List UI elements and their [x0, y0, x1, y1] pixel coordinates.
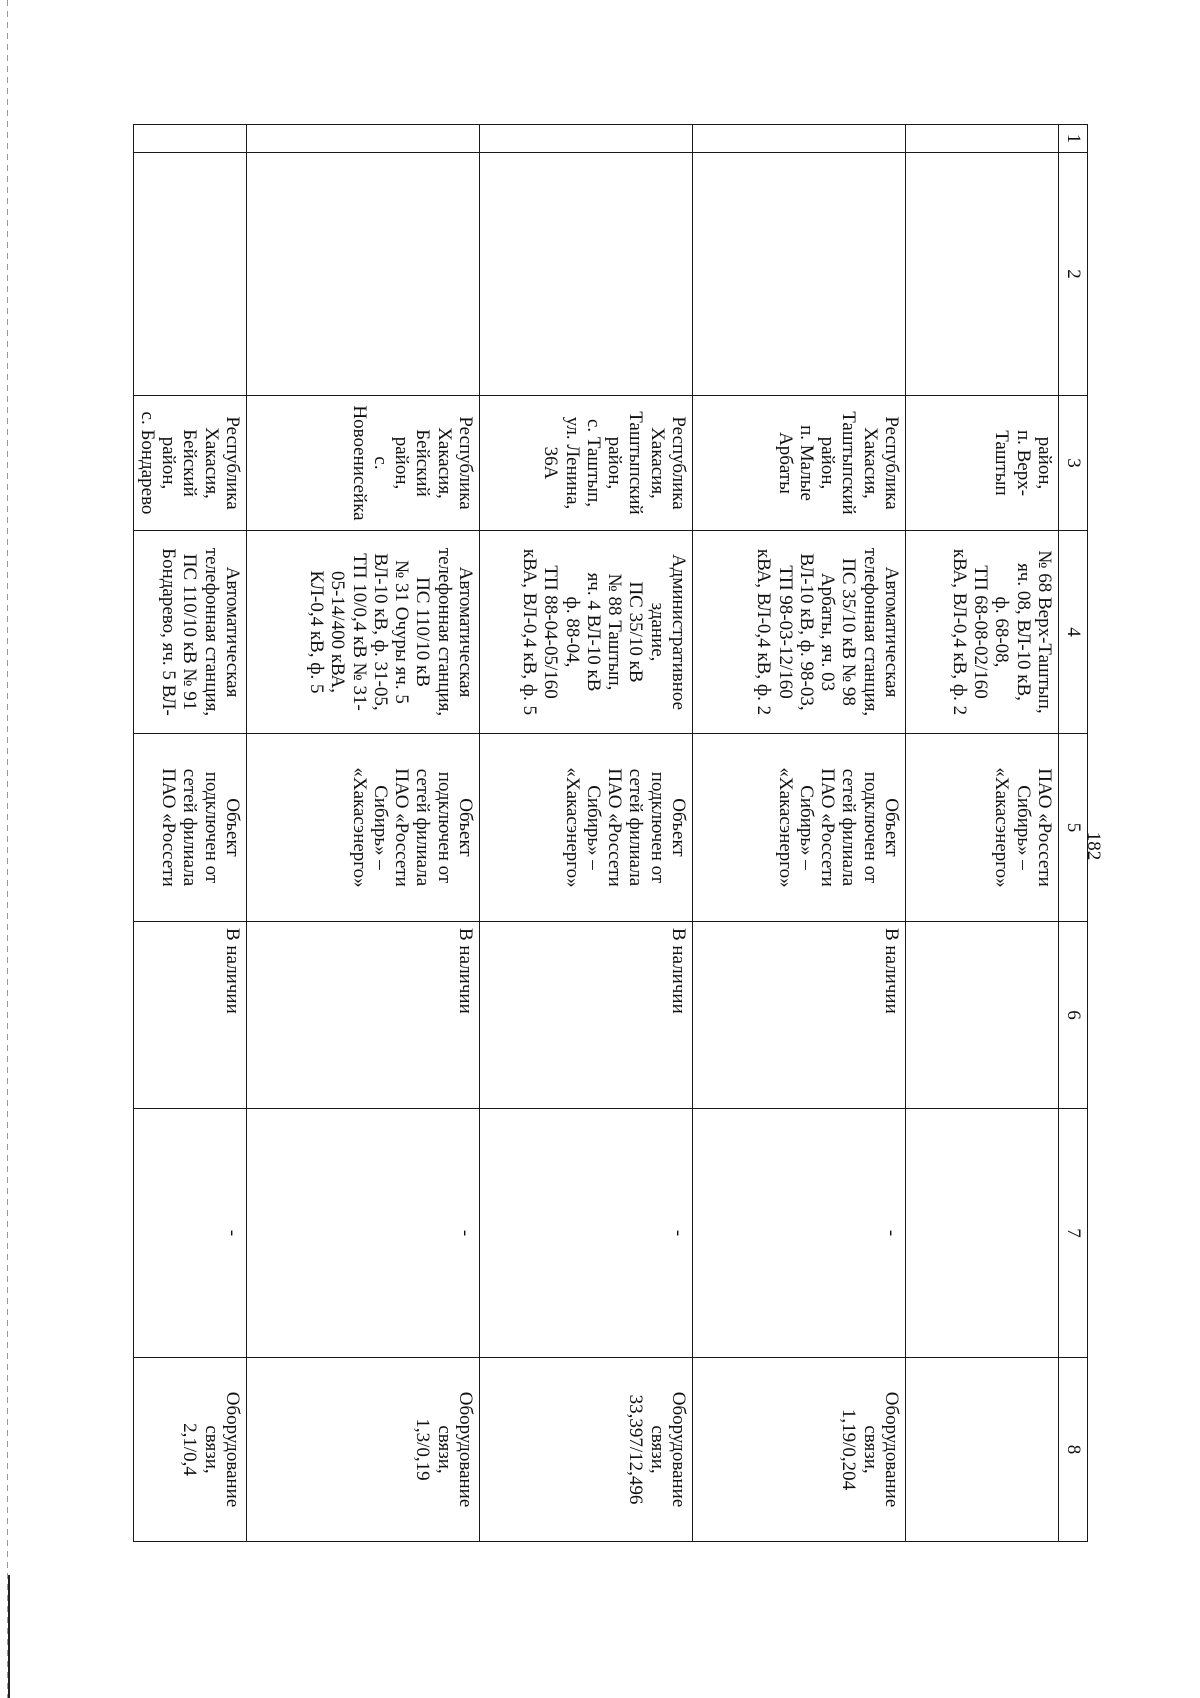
table-row [906, 125, 1059, 1542]
cell-text-line: Арбаты, яч. 03 [817, 572, 839, 692]
cell-text-line: Автоматическая [222, 566, 243, 698]
cell-text-line: Сибирь» – [1012, 785, 1034, 870]
description-cell [247, 531, 480, 734]
equipment-cell [906, 1358, 1059, 1542]
data-table [133, 124, 1088, 1542]
cell-text-line: Объект [455, 798, 476, 857]
reserve-cell: - [133, 1109, 246, 1358]
cell-text-line: с. Новоенисейка [348, 405, 391, 521]
cell-text-line: кВА, ВЛ-0,4 кВ, ф. 2 [753, 548, 775, 716]
cell-text-line: п. Верх-Таштып [991, 429, 1034, 497]
cell-text-line: Республика [668, 416, 689, 510]
cell-text-line: кВА, ВЛ-0,4 кВ, ф. 5 [519, 548, 541, 716]
number-cell [906, 125, 1059, 153]
cell-text-line: подключен от [433, 771, 455, 884]
cell-text-line: Бейский район, [158, 429, 201, 497]
cell-text-line: Хакасия, [433, 427, 455, 499]
cell-text-line: телефонная станция, [859, 547, 881, 717]
availability-cell: В наличии [133, 922, 246, 1109]
equipment-cell [480, 1358, 693, 1542]
cell-text-line: ПС 110/10 кВ № 91 [179, 553, 201, 711]
cell-text-line: Административное [668, 553, 689, 711]
cell-text-line: ВЛ-10 кВ, ф. 98-03, [795, 553, 817, 711]
table-row [480, 125, 693, 1542]
cell-text-line: ТП 10/0,4 кВ № 31- [348, 553, 370, 711]
cell-text-line: сетей филиала [412, 768, 434, 887]
cell-text-line: ПАО «Россети [391, 768, 413, 887]
cell-text-line: Таштыпский [838, 411, 860, 515]
cell-text-line: Таштыпский [625, 411, 647, 515]
cell-text-line: ТП 98-03-12/160 [774, 565, 796, 699]
cell-text-line: ПАО «Россети [604, 768, 626, 887]
cell-text-line: 33,397/12,496 [625, 1394, 647, 1505]
header-cell-3: 3 [1059, 396, 1088, 531]
description-cell [693, 531, 906, 734]
number-cell [480, 125, 693, 153]
cell-text-line: Бейский район, [391, 429, 434, 497]
availability-cell: В наличии [480, 922, 693, 1109]
cell-text-line: яч. 4 ВЛ-10 кВ [582, 572, 604, 692]
cell-text-line: Сибирь» – [369, 785, 391, 870]
cell-text-line: ПС 35/10 кВ [625, 581, 647, 683]
cell-text-line: «Хакасэнерго» [991, 767, 1013, 888]
cell-text-line: связи, [646, 1425, 668, 1474]
reserve-cell: - [247, 1109, 480, 1358]
cell-text-line: № 88 Таштып, [604, 573, 626, 691]
name-cell [247, 153, 480, 396]
cell-text-line: Республика [455, 416, 476, 510]
cell-text-line: «Хакасэнерго» [561, 767, 583, 888]
cell-text-line: яч. 08, ВЛ-10 кВ, [1012, 563, 1034, 701]
cell-text-line: «Хакасэнерго» [774, 767, 796, 888]
cell-text-line: Республика [881, 416, 902, 510]
header-cell-4: 4 [1059, 531, 1088, 734]
connection-cell [133, 734, 246, 922]
cell-text-line: Хакасия, [646, 427, 668, 499]
header-cell-1: 1 [1059, 125, 1088, 153]
cell-text-line: связи, [859, 1425, 881, 1474]
cell-text-line: 1,19/0,204 [838, 1408, 860, 1491]
cell-text-line: Оборудование [455, 1391, 476, 1508]
connection-cell [906, 734, 1059, 922]
table-row [693, 125, 906, 1542]
cell-text-line: «Хакасэнерго» [348, 767, 370, 888]
page-number: 182 [1083, 831, 1104, 861]
cell-text-line: Хакасия, [200, 427, 222, 499]
cell-text-line: ф. 88-04, [561, 596, 583, 668]
cell-text-line: ТП 88-04-05/160 [540, 565, 562, 699]
address-cell [906, 396, 1059, 531]
address-cell [247, 396, 480, 531]
connection-cell [480, 734, 693, 922]
cell-text-line: район, [604, 436, 626, 490]
address-cell [693, 396, 906, 531]
cell-text-line: № 31 Очуры яч. 5 [391, 560, 413, 704]
rotated-table-container [136, 124, 1088, 1541]
table-row [133, 125, 246, 1542]
reserve-cell: - [480, 1109, 693, 1358]
name-cell [906, 153, 1059, 396]
cell-text-line: связи, [433, 1425, 455, 1474]
cell-text-line: ВЛ-10 кВ, ф. 31-05, [369, 553, 391, 711]
availability-cell [906, 922, 1059, 1109]
cell-text-line: телефонная станция, [433, 547, 455, 717]
cell-text-line: подключен от [859, 771, 881, 884]
availability-cell: В наличии [247, 922, 480, 1109]
equipment-cell [133, 1358, 246, 1542]
cell-text-line: кВА, ВЛ-0,4 кВ, ф. 2 [948, 548, 970, 716]
cell-text-line: сетей филиала [625, 768, 647, 887]
reserve-cell [906, 1109, 1059, 1358]
cell-text-line: ПС 110/10 кВ [412, 577, 434, 687]
cell-text-line: Арбаты [774, 432, 796, 494]
cell-text-line: здание, [646, 602, 668, 662]
header-cell-7: 7 [1059, 1109, 1088, 1358]
cell-text-line: Объект [881, 798, 902, 857]
description-cell [480, 531, 693, 734]
cell-text-line: Оборудование [668, 1391, 689, 1508]
cell-text-line: 2,1/0,4 [179, 1423, 201, 1476]
cell-text-line: Республика [222, 416, 243, 510]
cell-text-line: 1,3/0,19 [412, 1418, 434, 1481]
cell-text-line: Оборудование [881, 1391, 902, 1508]
connection-cell [693, 734, 906, 922]
reserve-cell: - [693, 1109, 906, 1358]
cell-text-line: район, [817, 436, 839, 490]
address-cell [133, 396, 246, 531]
cell-text-line: ПС 35/10 кВ № 98 [838, 558, 860, 706]
cell-text-line: Оборудование [222, 1391, 243, 1508]
cell-text-line: Автоматическая [881, 566, 902, 698]
cell-text-line: Сибирь» – [582, 785, 604, 870]
table-row [247, 125, 480, 1542]
cell-text-line: район, [1034, 436, 1055, 490]
cell-text-line: сетей филиала [838, 768, 860, 887]
name-cell [133, 153, 246, 396]
cell-text-line: КЛ-0,4 кВ, ф. 5 [306, 570, 328, 694]
scan-edge-line [7, 0, 8, 1698]
cell-text-line: ПАО «Россети [817, 768, 839, 887]
cell-text-line: ПАО «Россети [158, 768, 180, 887]
cell-text-line: ПАО «Россети [1034, 768, 1055, 887]
cell-text-line: Объект [222, 798, 243, 857]
cell-text-line: ф. 68-08, [991, 596, 1013, 668]
cell-text-line: Бондарево, яч. 5 ВЛ- [158, 548, 180, 716]
cell-text-line: с. Бондарево [136, 411, 158, 515]
cell-text-line: № 68 Верх-Таштып, [1034, 550, 1055, 714]
equipment-cell [247, 1358, 480, 1542]
number-cell [693, 125, 906, 153]
number-cell [247, 125, 480, 153]
cell-text-line: связи, [200, 1425, 222, 1474]
header-cell-8: 8 [1059, 1358, 1088, 1542]
cell-text-line: п. Малые [795, 425, 817, 501]
header-cell-6: 6 [1059, 922, 1088, 1109]
cell-text-line: подключен от [646, 771, 668, 884]
cell-text-line: Объект [668, 798, 689, 857]
availability-cell: В наличии [693, 922, 906, 1109]
cell-text-line: сетей филиала [179, 768, 201, 887]
cell-text-line: Сибирь» – [795, 785, 817, 870]
connection-cell [247, 734, 480, 922]
name-cell [480, 153, 693, 396]
cell-text-line: 05-14/400 кВА, [327, 570, 349, 694]
cell-text-line: телефонная станция, [200, 547, 222, 717]
cell-text-line: Автоматическая [455, 566, 476, 698]
header-cell-5: 5 [1059, 734, 1088, 922]
cell-text-line: Хакасия, [859, 427, 881, 499]
header-cell-2: 2 [1059, 153, 1088, 396]
table-header-row [1059, 125, 1088, 1542]
cell-text-line: подключен от [200, 771, 222, 884]
cell-text-line: ТП 68-08-02/160 [970, 565, 992, 699]
cell-text-line: с. Таштып, [582, 418, 604, 508]
cell-text-line: ул. Ленина, 36А [540, 416, 583, 510]
scan-edge-mark [8, 1575, 10, 1698]
equipment-cell [693, 1358, 906, 1542]
number-cell [133, 125, 246, 153]
description-cell [906, 531, 1059, 734]
address-cell [480, 396, 693, 531]
description-cell [133, 531, 246, 734]
name-cell [693, 153, 906, 396]
